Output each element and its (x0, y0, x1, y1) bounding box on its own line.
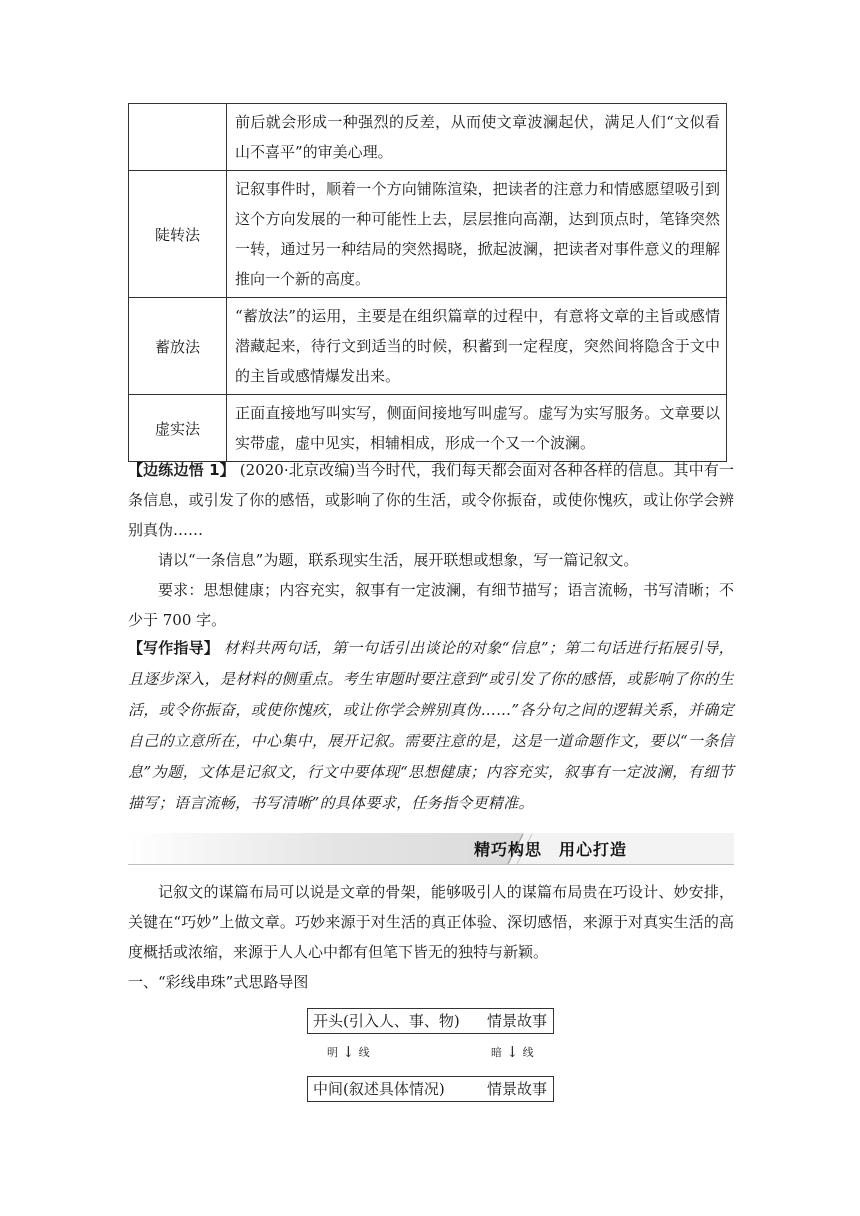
method-desc-cell: 记叙事件时，顺着一个方向铺陈渲染，把读者的注意力和情感愿望吸引到这个方向发展的一种可能性上去，层层推向高潮，达到顶点时，笔锋突然一转，通过另一种结局的突然揭晓，掀起波澜，把读者对事件意义的理解推向一个新的高度。 (227, 171, 727, 298)
table-row (129, 298, 727, 395)
guidance-label: 【写作指导】 (128, 639, 219, 657)
exercise-text: 当今时代，我们每天都会面对各种各样的信息。其中有一条信息，或引发了你的感悟，或影响了你的生活，或令你振奋，或使你愧疚，或让你学会辨别真伪…… (128, 461, 734, 539)
banner-background (128, 833, 734, 865)
down-arrow-icon: ↓ (506, 1043, 519, 1061)
method-name-cell: 蓄放法 (129, 298, 227, 395)
diagram-bottom-left: 中间(叙述具体情况) (313, 1080, 445, 1098)
diagram-bottom-box (307, 1076, 554, 1102)
exercise-task: 请以“一条信息”为题，联系现实生活，展开联想或想象，写一篇记叙文。 (158, 551, 639, 569)
method-name-cell: 陡转法 (129, 171, 227, 298)
section-heading: 一、“彩线串珠”式思路导图 (128, 973, 309, 991)
diagram-top-box (307, 1008, 554, 1034)
exercise-label: 【边练边悟 1】 (128, 461, 235, 479)
down-arrow-icon: ↓ (342, 1043, 355, 1061)
method-name-cell: 虚实法 (129, 395, 227, 462)
diagram-top-right: 情景故事 (486, 1012, 547, 1030)
method-name-cell (129, 104, 227, 171)
table-row (129, 395, 727, 462)
table-row (129, 171, 727, 298)
guidance-paragraph (128, 633, 734, 819)
method-desc-cell: 前后就会形成一种强烈的反差，从而使文章波澜起伏，满足人们“文似看山不喜平”的审美心理。 (227, 104, 727, 171)
exercise-requirement: 要求：思想健康；内容充实，叙事有一定波澜，有细节描写；语言流畅，书写清晰；不少于 700 字。 (128, 581, 734, 629)
methods-table (128, 103, 727, 462)
section-banner (128, 833, 734, 865)
exercise-paragraph (128, 455, 734, 545)
guidance-text: 材料共两句话，第一句话引出谈论的对象“信息”；第二句话进行拓展引导，且逐步深入，是材料的侧重点。考生审题时要注意到“或引发了你的感悟，或影响了你的生活，或令你振奋，或使你愧疚，或让你学会辨别真伪……”各分句之间的逻辑关系，并确定自己的立意所在，中心集中，展开记叙。需要注意的是，这是一道命题作文，要以“一条信息”为题，文体是记叙文，行文中要体现“思想健康；内容充实，叙事有一定波澜，有细节描写；语言流畅，书写清晰”的具体要求，任务指令更精准。 (128, 639, 734, 812)
diagram-bottom-right: 情景故事 (486, 1080, 547, 1098)
method-desc-cell: 正面直接地写叫实写，侧面间接地写叫虚写。虚写为实写服务。文章要以实带虚，虚中见实，相辅相成，形成一个又一个波澜。 (227, 395, 727, 462)
dark-line-label: 暗 ↓ 线 (491, 1043, 534, 1061)
diagram-top-left: 开头(引入人、事、物) (313, 1012, 460, 1030)
intro-paragraph: 记叙文的谋篇布局可以说是文章的骨架，能够吸引人的谋篇布局贵在巧设计、妙安排，关键在“巧妙”上做文章。巧妙来源于对生活的真正体验、深切感悟，来源于对真实生活的高度概括或浓缩，来源于人人心中都有但笔下皆无的独特与新颖。 (128, 883, 734, 961)
method-desc-cell: “蓄放法”的运用，主要是在组织篇章的过程中，有意将文章的主旨或感情潜藏起来，待行文到适当的时候，积蓄到一定程度，突然间将隐含于文中的主旨或感情爆发出来。 (227, 298, 727, 395)
bright-line-label: 明 ↓ 线 (327, 1043, 370, 1061)
banner-title: 精巧构思 用心打造 (474, 840, 628, 859)
exercise-source: (2020·北京改编) (239, 461, 356, 479)
table-row (129, 104, 727, 171)
